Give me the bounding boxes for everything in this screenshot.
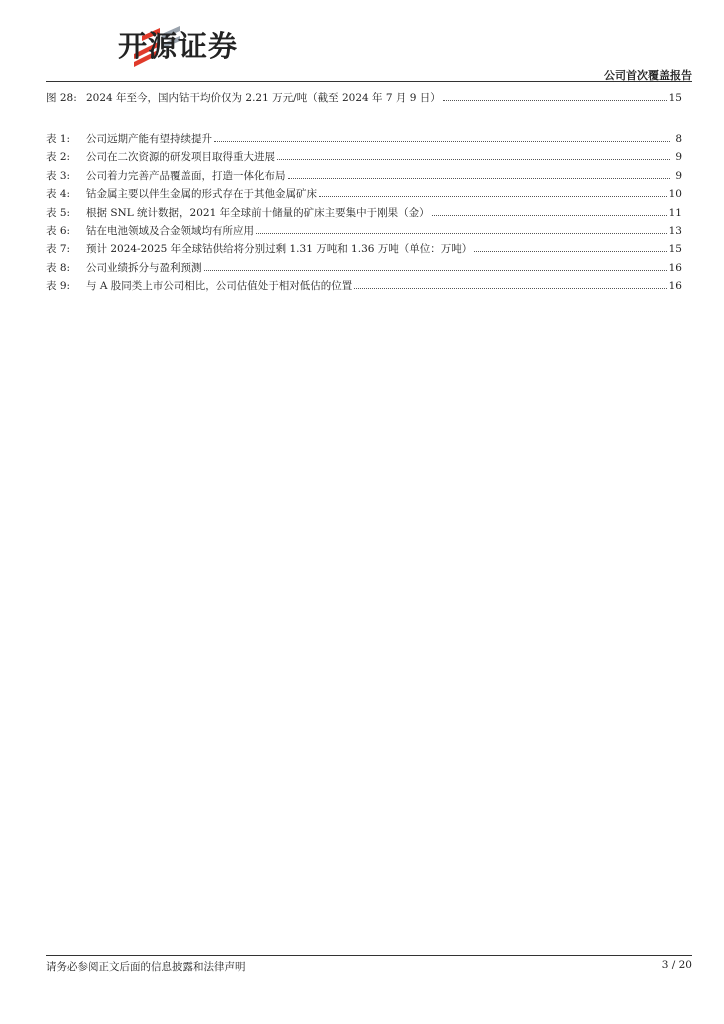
toc-prefix: 表 6: <box>46 224 71 237</box>
toc-page: 8 <box>675 133 682 145</box>
page-number: 3 / 20 <box>661 959 692 971</box>
toc-title: 公司在二次资源的研发项目取得重大进展 <box>86 151 275 164</box>
toc-entry-table-9[interactable] <box>46 277 682 295</box>
toc-entry-table-4[interactable] <box>46 185 682 203</box>
toc-entry-table-8[interactable] <box>46 259 682 277</box>
brand-name: 开源证券 <box>118 29 239 63</box>
toc-title: 根据 SNL 统计数据，2021 年全球前十储量的矿床主要集中于刚果（金） <box>86 206 430 219</box>
toc-title: 2024 年至今，国内钴干均价仅为 2.21 万元/吨（截至 2024 年 7 月 9 日） <box>86 92 441 104</box>
toc-page: 15 <box>668 243 682 256</box>
toc-entry-table-7[interactable] <box>46 240 682 258</box>
toc-prefix: 表 1: <box>46 133 71 145</box>
footer-disclaimer: 请务必参阅正文后面的信息披露和法律声明 <box>46 961 246 973</box>
toc-leader <box>474 240 666 252</box>
toc-prefix: 图 28: <box>46 92 77 104</box>
toc-page: 9 <box>675 151 682 164</box>
toc-title: 钴金属主要以伴生金属的形式存在于其他金属矿床 <box>86 188 317 201</box>
toc-entry-figure-28[interactable] <box>46 89 682 107</box>
toc-entry-table-6[interactable] <box>46 222 682 240</box>
toc-leader <box>204 259 667 271</box>
toc-title: 公司着力完善产品覆盖面，打造一体化布局 <box>86 169 286 182</box>
table-list <box>46 130 682 296</box>
header-rule <box>46 81 692 82</box>
toc-page: 16 <box>668 280 682 293</box>
toc-leader <box>277 148 670 160</box>
toc-title: 公司远期产能有望持续提升 <box>86 133 212 145</box>
toc-entry-table-5[interactable] <box>46 204 682 222</box>
toc-page: 11 <box>668 206 682 219</box>
toc-prefix: 表 2: <box>46 151 71 164</box>
toc-page: 13 <box>668 224 682 237</box>
toc-prefix: 表 8: <box>46 261 71 274</box>
toc-prefix: 表 3: <box>46 169 71 182</box>
toc-title: 钴在电池领域及合金领域均有所应用 <box>86 224 254 237</box>
toc-page: 10 <box>668 188 682 201</box>
toc-entry-table-2[interactable] <box>46 148 682 166</box>
toc-page: 9 <box>675 169 682 182</box>
toc-leader <box>214 130 670 142</box>
toc-entry-table-3[interactable] <box>46 167 682 185</box>
toc-prefix: 表 7: <box>46 243 71 256</box>
toc-title: 与 A 股同类上市公司相比，公司估值处于相对低估的位置 <box>86 280 353 293</box>
toc-entry-table-1[interactable] <box>46 130 682 148</box>
footer-rule <box>46 955 692 956</box>
toc-prefix: 表 9: <box>46 280 71 293</box>
toc-title: 公司业绩拆分与盈利预测 <box>86 261 202 274</box>
toc-leader <box>354 277 666 289</box>
figure-list <box>46 89 682 107</box>
toc-prefix: 表 5: <box>46 206 71 219</box>
toc-page: 16 <box>668 261 682 274</box>
toc-leader <box>432 204 667 216</box>
toc-leader <box>319 185 667 197</box>
toc-page: 15 <box>668 92 682 104</box>
toc-leader <box>443 89 667 101</box>
toc-prefix: 表 4: <box>46 188 71 201</box>
toc-leader <box>288 167 671 179</box>
toc-title: 预计 2024-2025 年全球钴供给将分别过剩 1.31 万吨和 1.36 万吨（单位：万吨） <box>86 243 473 256</box>
report-type: 公司首次覆盖报告 <box>604 69 692 82</box>
toc-leader <box>256 222 667 234</box>
